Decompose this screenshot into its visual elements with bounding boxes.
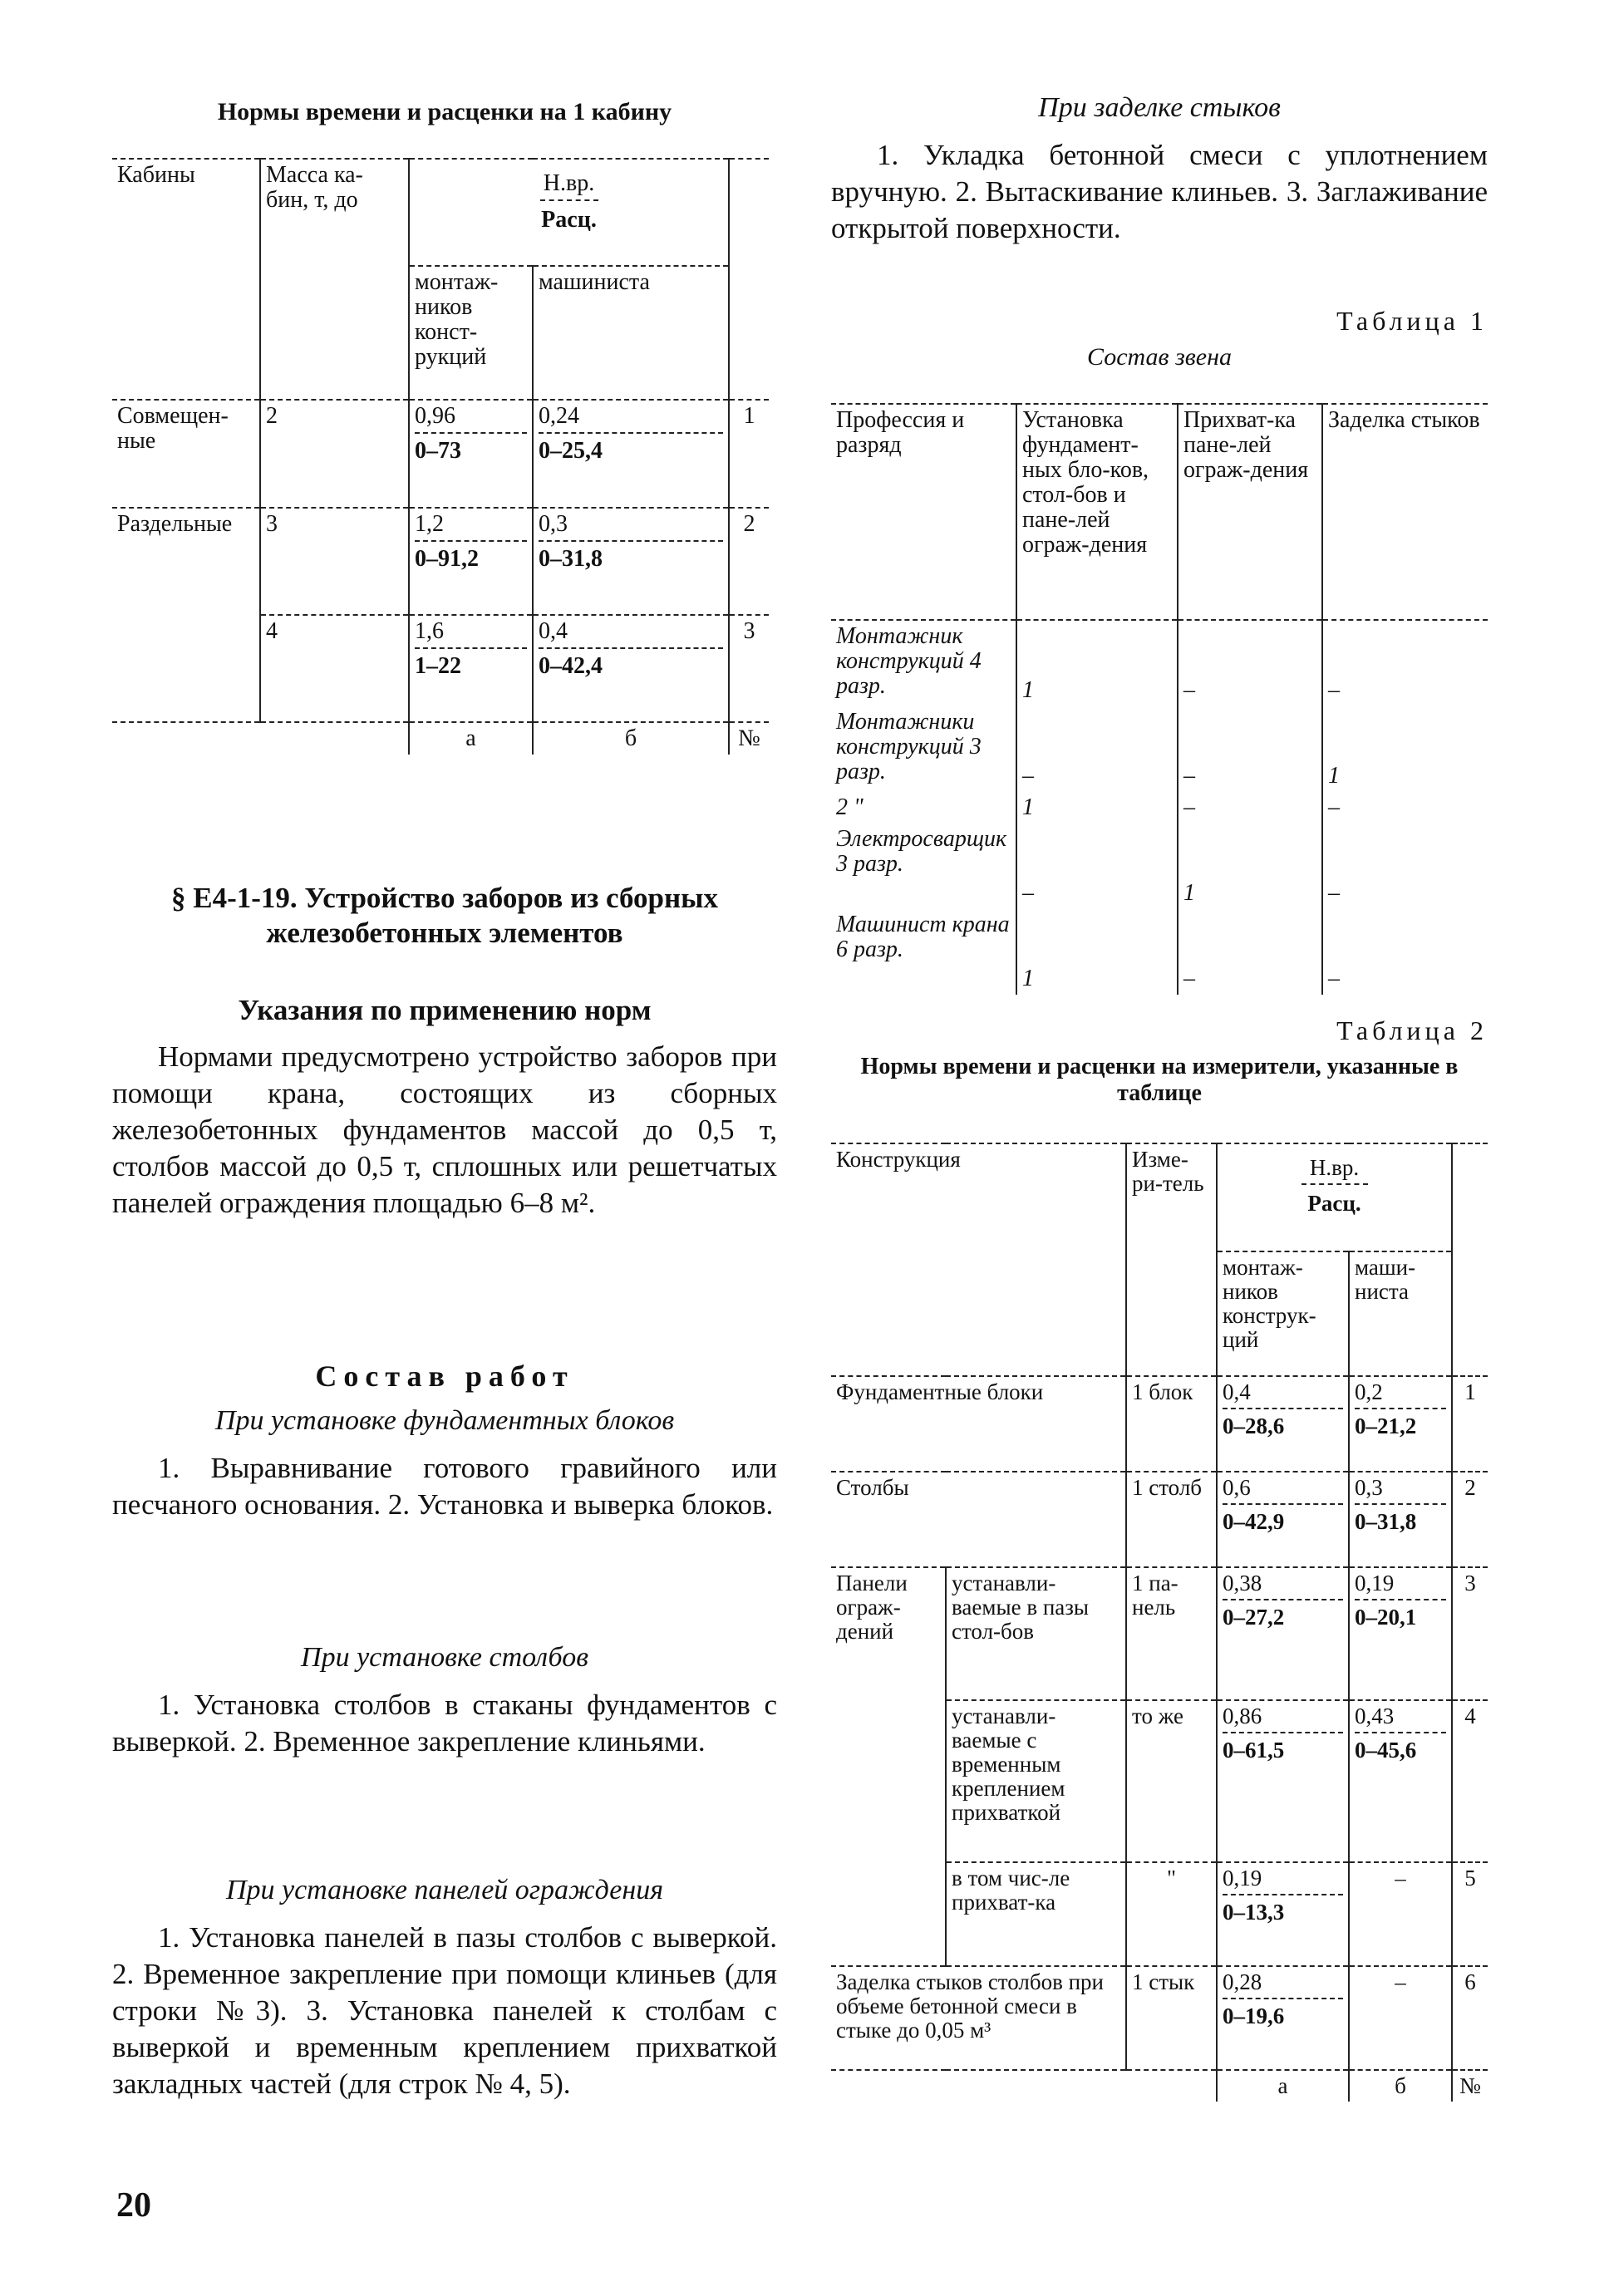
col-rasc: Расц. (1307, 1191, 1361, 1216)
cell-value: – (1328, 677, 1340, 703)
table-row (112, 400, 769, 508)
cell-value: 1 (1016, 792, 1178, 824)
instructions-text (112, 1039, 777, 1222)
norm-value: 0,96 (415, 404, 527, 434)
table-footer (831, 2070, 1488, 2102)
row-subname: устанавли-ваемые в пазы стол-бов (946, 1567, 1126, 1700)
posts-text (112, 1687, 777, 1760)
row-subname: устанавли-ваемые с временным креплением прихваткой (946, 1700, 1126, 1862)
table-row (831, 1966, 1488, 2070)
norm-value: 0,86 (1223, 1704, 1343, 1733)
row-number: 3 (1452, 1567, 1488, 1700)
footer-b: б (1349, 2070, 1452, 2102)
row-mass: 3 (260, 508, 409, 615)
norm-value: 0,24 (539, 404, 723, 434)
col-cabins: Кабины (112, 159, 260, 400)
norm-value: 0,43 (1355, 1704, 1446, 1733)
row-unit: " (1126, 1862, 1217, 1966)
row-unit: 1 блок (1126, 1376, 1217, 1472)
norm-value: 0,4 (539, 619, 723, 649)
cell-value: – (1328, 880, 1340, 906)
posts-heading: При установке столбов (301, 1642, 588, 1673)
rate-value: 0–28,6 (1223, 1413, 1285, 1438)
col-mont: монтаж-ников конст-рукций (409, 266, 533, 400)
table-footer (112, 722, 769, 755)
col-profession: Профессия и разряд (831, 404, 1016, 620)
footer-b: б (533, 722, 729, 755)
cell-value: 1 (1016, 620, 1178, 706)
footer-number: № (729, 722, 769, 755)
cell-value: – (1178, 792, 1322, 824)
norm-value: 1,6 (415, 619, 527, 649)
table-row (112, 615, 769, 722)
rate-value: 0–31,8 (539, 546, 603, 572)
crew-table (831, 403, 1488, 995)
rate-value: 0–42,9 (1223, 1509, 1285, 1534)
rate-value: 0–13,3 (1223, 1900, 1285, 1925)
row-number: 2 (729, 508, 769, 615)
cell-value: – (1328, 966, 1340, 991)
row-mass: 2 (260, 400, 409, 508)
table-row (831, 620, 1488, 706)
table-row (831, 1376, 1488, 1472)
footer-number: № (1452, 2070, 1488, 2102)
row-unit: 1 столб (1126, 1472, 1217, 1567)
rate-value: 0–61,5 (1223, 1738, 1285, 1763)
table-row (831, 1567, 1488, 1700)
panels-paragraph: 1. Установка панелей в пазы столбов с выверкой. 2. Временное закрепление при помощи клиньев (для строки №3). 3. Установка панелей к столбам с выверкой и временным креплением прихваткой закладных частей (для строк № 4, 5). (112, 1921, 777, 2100)
table-row (112, 508, 769, 615)
table1-label: Таблица 1 (1336, 306, 1488, 336)
instructions-heading: Указания по применению норм (238, 994, 652, 1026)
cabins-table-caption: Нормы времени и расценки на 1 кабину (217, 98, 672, 125)
row-name: Раздельные (112, 508, 260, 615)
table2-caption: Нормы времени и расценки на измерители, указанные в таблице (860, 1054, 1459, 1106)
cell-value: – (1328, 794, 1340, 820)
cabins-table (112, 158, 769, 755)
row-name: Столбы (831, 1472, 1126, 1567)
row-name (112, 615, 260, 722)
table1-caption: Состав звена (1086, 343, 1232, 371)
foundation-text (112, 1450, 777, 1523)
table-row (831, 706, 1488, 792)
panels-group-label: Панели ограж-дений (831, 1567, 946, 1966)
joints-paragraph: 1. Укладка бетонной смеси с уплотнением вручную. 2. Вытаскивание клиньев. 3. Заглаживание открытой поверхности. (831, 139, 1488, 244)
norm-value: 1,2 (415, 512, 527, 542)
row-number: 2 (1452, 1472, 1488, 1567)
col-mash: машиниста (533, 266, 729, 400)
row-number: 5 (1452, 1862, 1488, 1966)
rate-value: 0–45,6 (1355, 1738, 1417, 1763)
norm-value: 0,19 (1223, 1866, 1343, 1895)
rate-value: 0–42,4 (539, 653, 603, 679)
foundation-heading: При установке фундаментных блоков (214, 1405, 675, 1436)
row-subname: в том чис-ле прихват-ка (946, 1862, 1126, 1966)
instructions-paragraph: Нормами предусмотрено устройство заборов при помощи крана, состоящих из сборных железобетонных фундаментов массой до 0,5 т, столбов массой до 0,5 т, сплошных или решетчатых панелей ограждения площадью 6–8 м². (112, 1040, 777, 1219)
cell-value: – (1178, 909, 1322, 995)
norm-value: 0,2 (1355, 1380, 1446, 1409)
works-heading: Состав работ (315, 1359, 574, 1393)
norms-table (831, 1143, 1488, 2102)
row-unit: 1 па-нель (1126, 1567, 1217, 1700)
norm-value: 0,38 (1223, 1571, 1343, 1600)
row-name: Заделка стыков столбов при объеме бетонной смеси в стыке до 0,05 м³ (831, 1966, 1126, 2070)
table2-label: Таблица 2 (1336, 1015, 1488, 1045)
panels-text (112, 1920, 777, 2102)
norm-value: 0,3 (1355, 1476, 1446, 1505)
cell-value: – (1178, 706, 1322, 792)
col-construction: Конструкция (831, 1143, 1126, 1376)
table-row (831, 824, 1488, 909)
norm-value: 0,4 (1223, 1380, 1343, 1409)
cell-value: 1 (1016, 909, 1178, 995)
cell-value: – (1016, 706, 1178, 792)
page-number: 20 (116, 2186, 151, 2225)
row-mass: 4 (260, 615, 409, 722)
row-number: 1 (729, 400, 769, 508)
col-hvr-rasc (409, 159, 729, 266)
cell-value: 1 (1178, 824, 1322, 909)
col-mont: монтаж-ников конструк-ций (1217, 1251, 1349, 1376)
table-row (831, 909, 1488, 995)
cell-dash: – (1349, 1966, 1452, 2070)
row-number: 4 (1452, 1700, 1488, 1862)
col-tack: Прихват-ка пане-лей ограж-дения (1178, 404, 1322, 620)
col-mass: Масса ка-бин, т, до (260, 159, 409, 400)
rate-value: 0–91,2 (415, 546, 479, 572)
foundation-paragraph: 1. Выравнивание готового гравийного или песчаного основания. 2. Установка и выверка блоков. (112, 1452, 777, 1521)
row-name: Фундаментные блоки (831, 1376, 1126, 1472)
col-unit: Изме-ри-тель (1126, 1143, 1217, 1376)
posts-paragraph: 1. Установка столбов в стаканы фундаментов с выверкой. 2. Временное закрепление клиньями. (112, 1689, 777, 1758)
profession: 2 " (831, 792, 1016, 824)
row-unit: то же (1126, 1700, 1217, 1862)
norm-value: 0,3 (539, 512, 723, 542)
col-hvr: Н.вр. (540, 171, 598, 201)
norm-value: 0,6 (1223, 1476, 1343, 1505)
rate-value: 0–25,4 (539, 438, 603, 464)
row-unit: 1 стык (1126, 1966, 1217, 2070)
cell-value: – (1016, 824, 1178, 909)
joints-heading: При заделке стыков (1038, 92, 1281, 123)
row-number: 3 (729, 615, 769, 722)
col-num-head (729, 159, 769, 400)
profession: Электросварщик 3 разр. (831, 824, 1016, 909)
table-row (831, 1472, 1488, 1567)
rate-value: 1–22 (415, 653, 461, 679)
col-rasc: Расц. (541, 207, 597, 233)
col-install: Установка фундамент-ных бло-ков, стол-бов и пане-лей ограж-дения (1016, 404, 1178, 620)
row-name: Совмещен-ные (112, 400, 260, 508)
rate-value: 0–27,2 (1223, 1605, 1285, 1630)
profession: Монтажники конструкций 3 разр. (831, 706, 1016, 792)
cell-value: – (1178, 620, 1322, 706)
panels-heading: При установке панелей ограждения (225, 1875, 664, 1905)
joints-text (831, 137, 1488, 247)
col-joints: Заделка стыков (1322, 404, 1488, 620)
profession: Монтажник конструкций 4 разр. (831, 620, 1016, 706)
cell-value: 1 (1328, 763, 1340, 789)
rate-value: 0–21,2 (1355, 1413, 1417, 1438)
rate-value: 0–73 (415, 438, 461, 464)
row-number: 1 (1452, 1376, 1488, 1472)
norm-value: 0,28 (1223, 1970, 1343, 1999)
rate-value: 0–20,1 (1355, 1605, 1417, 1630)
rate-value: 0–31,8 (1355, 1509, 1417, 1534)
col-hvr: Н.вр. (1301, 1156, 1368, 1185)
footer-a: а (1217, 2070, 1349, 2102)
cell-dash: – (1349, 1862, 1452, 1966)
norm-value: 0,19 (1355, 1571, 1446, 1600)
table-row (831, 792, 1488, 824)
profession: Машинист крана 6 разр. (831, 909, 1016, 995)
section-title: § Е4-1-19. Устройство заборов из сборных железобетонных элементов (170, 882, 719, 949)
col-num-head (1452, 1143, 1488, 1376)
rate-value: 0–19,6 (1223, 2003, 1285, 2028)
footer-a: а (409, 722, 533, 755)
col-mash: маши-ниста (1349, 1251, 1452, 1376)
row-number: 6 (1452, 1966, 1488, 2070)
